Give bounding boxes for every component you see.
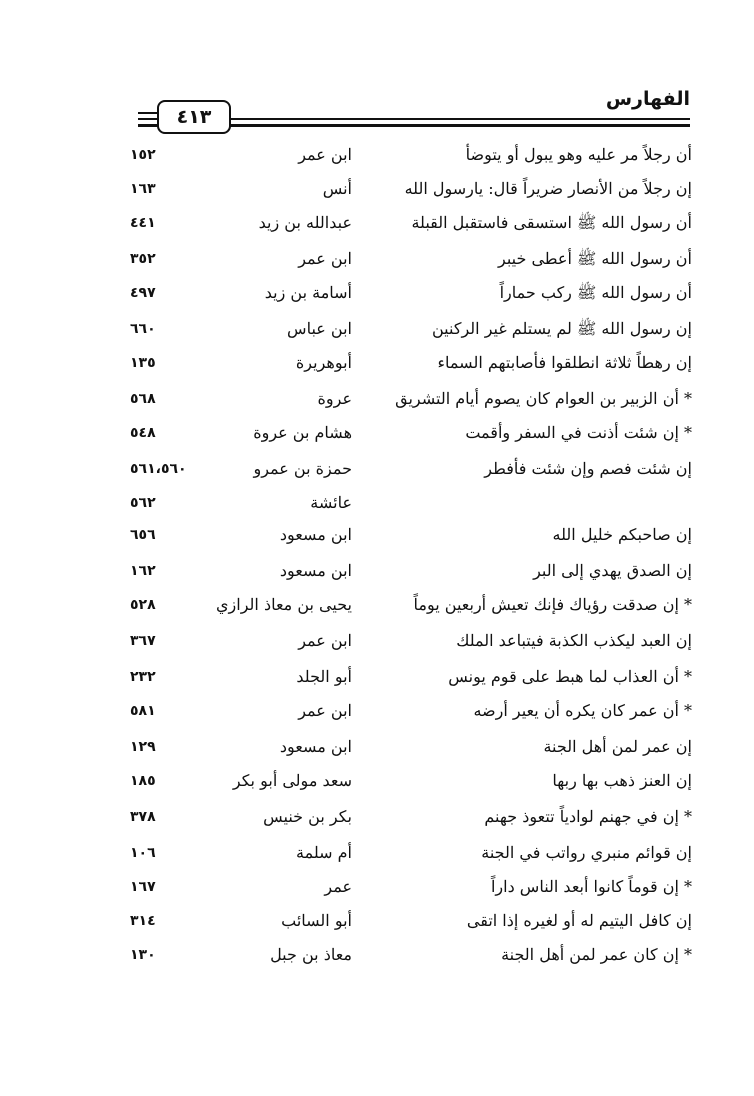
hadith-text: أن رسول الله ﷺ أعطى خيبر xyxy=(498,249,692,268)
hadith-text: إن العبد ليكذب الكذبة فيتباعد الملك xyxy=(456,631,692,650)
narrator-name: ابن مسعود xyxy=(279,525,352,544)
narrator-name: حمزة بن عمرو xyxy=(253,459,352,478)
page-reference: ٣٧٨ xyxy=(130,809,156,825)
hadith-text: إن العنز ذهب بها ربها xyxy=(552,771,692,790)
page-reference: ٤٩٧ xyxy=(130,285,156,301)
index-row xyxy=(0,210,754,240)
narrator-name: ابن عمر xyxy=(298,145,352,164)
narrator-name: هشام بن عروة xyxy=(253,423,352,442)
index-row xyxy=(0,768,754,798)
hadith-text: * أن العذاب لما هبط على قوم يونس xyxy=(448,667,692,686)
page-reference: ١٥٢ xyxy=(130,147,156,163)
narrator-name: عبدالله بن زيد xyxy=(258,213,352,232)
index-row xyxy=(0,386,754,416)
narrator-name: أم سلمة xyxy=(296,843,352,862)
page-reference: ٣١٤ xyxy=(130,913,156,929)
page-reference: ٦٥٦ xyxy=(130,527,156,543)
page-reference: ٥٨١ xyxy=(130,703,156,719)
narrator-name: عائشة xyxy=(310,493,352,512)
page-reference: ١٦٢ xyxy=(130,563,156,579)
page-reference: ٥٦١،٥٦٠ xyxy=(130,461,187,477)
narrator-name: سعد مولى أبو بكر xyxy=(232,771,352,790)
page-reference: ٣٦٧ xyxy=(130,633,156,649)
page-reference: ١٦٧ xyxy=(130,879,156,895)
hadith-text: إن رسول الله ﷺ لم يستلم غير الركنين xyxy=(432,319,692,338)
page-reference: ١٣٠ xyxy=(130,947,156,963)
page-reference: ١٣٥ xyxy=(130,355,156,371)
index-row xyxy=(0,664,754,694)
hadith-text: إن عمر لمن أهل الجنة xyxy=(543,737,692,756)
page-reference: ١٠٦ xyxy=(130,845,156,861)
index-title: الفهارس xyxy=(605,88,690,110)
index-row xyxy=(0,628,754,658)
hadith-text: أن رسول الله ﷺ ركب حماراً xyxy=(499,283,692,302)
index-row xyxy=(0,522,754,552)
narrator-name: معاذ بن جبل xyxy=(270,945,352,964)
index-row xyxy=(0,456,754,486)
hadith-text: * إن صدقت رؤياك فإنك تعيش أربعين يوماً xyxy=(413,595,692,614)
hadith-text: إن الصدق يهدي إلى البر xyxy=(533,561,692,580)
hadith-text: إن صاحبكم خليل الله xyxy=(552,525,692,544)
hadith-text: إن رهطاً ثلاثة انطلقوا فأصابتهم السماء xyxy=(437,353,692,372)
narrator-name: ابن عمر xyxy=(298,701,352,720)
narrator-name: يحيى بن معاذ الرازي xyxy=(216,595,352,614)
page-reference: ١٦٣ xyxy=(130,181,156,197)
narrator-name: ابن مسعود xyxy=(279,737,352,756)
narrator-name: عروة xyxy=(317,389,352,408)
page-number: ٤١٣ xyxy=(176,106,212,128)
hadith-text: * أن الزبير بن العوام كان يصوم أيام التشريق xyxy=(395,389,692,408)
narrator-name: أبو السائب xyxy=(281,911,352,930)
hadith-text: أن رسول الله ﷺ استسقى فاستقبل القبلة xyxy=(411,213,692,232)
index-row xyxy=(0,874,754,904)
index-row xyxy=(0,698,754,728)
index-row xyxy=(0,246,754,276)
narrator-name: ابن عباس xyxy=(287,319,352,338)
narrator-name: أبو الجلد xyxy=(296,667,352,686)
hadith-text: إن شئت فصم وإن شئت فأفطر xyxy=(484,459,692,478)
narrator-name: ابن عمر xyxy=(298,631,352,650)
narrator-name: ابن مسعود xyxy=(279,561,352,580)
narrator-name: بكر بن خنيس xyxy=(263,807,352,826)
index-row xyxy=(0,908,754,938)
page-reference: ٦٦٠ xyxy=(130,321,156,337)
index-row xyxy=(0,350,754,380)
hadith-text: * إن شئت أذنت في السفر وأقمت xyxy=(465,423,692,442)
page-reference: ٣٥٢ xyxy=(130,251,156,267)
index-row xyxy=(0,558,754,588)
page-reference: ٢٣٢ xyxy=(130,669,156,685)
index-row xyxy=(0,734,754,764)
narrator-name: أبوهريرة xyxy=(295,353,352,372)
index-row xyxy=(0,592,754,622)
narrator-name: أنس xyxy=(322,179,352,198)
index-row xyxy=(0,840,754,870)
index-row xyxy=(0,176,754,206)
index-row xyxy=(0,490,754,520)
page-number-box xyxy=(157,100,231,134)
hadith-text: * إن في جهنم لوادياً تتعوذ جهنم xyxy=(484,807,692,826)
index-row xyxy=(0,942,754,972)
page-reference: ١٨٥ xyxy=(130,773,156,789)
page-reference: ٥٤٨ xyxy=(130,425,156,441)
narrator-name: ابن عمر xyxy=(298,249,352,268)
page-reference: ٤٤١ xyxy=(130,215,156,231)
index-row xyxy=(0,420,754,450)
hadith-text: إن رجلاً من الأنصار ضريراً قال: يارسول الله xyxy=(404,179,692,198)
page-reference: ١٢٩ xyxy=(130,739,156,755)
narrator-name: أسامة بن زيد xyxy=(264,283,352,302)
hadith-text: * إن كان عمر لمن أهل الجنة xyxy=(501,945,692,964)
index-row xyxy=(0,280,754,310)
hadith-text: أن رجلاً مر عليه وهو يبول أو يتوضأ xyxy=(465,145,692,164)
index-row xyxy=(0,804,754,834)
hadith-text: إن كافل اليتيم له أو لغيره إذا اتقى xyxy=(466,911,692,930)
page-reference: ٥٦٢ xyxy=(130,495,156,511)
hadith-text: * أن عمر كان يكره أن يعير أرضه xyxy=(473,701,692,720)
hadith-text: * إن قوماً كانوا أبعد الناس داراً xyxy=(490,877,692,896)
page-reference: ٥٢٨ xyxy=(130,597,156,613)
hadith-text: إن قوائم منبري رواتب في الجنة xyxy=(481,843,692,862)
page-reference: ٥٦٨ xyxy=(130,391,156,407)
index-row xyxy=(0,316,754,346)
narrator-name: عمر xyxy=(324,877,352,896)
index-row xyxy=(0,142,754,172)
